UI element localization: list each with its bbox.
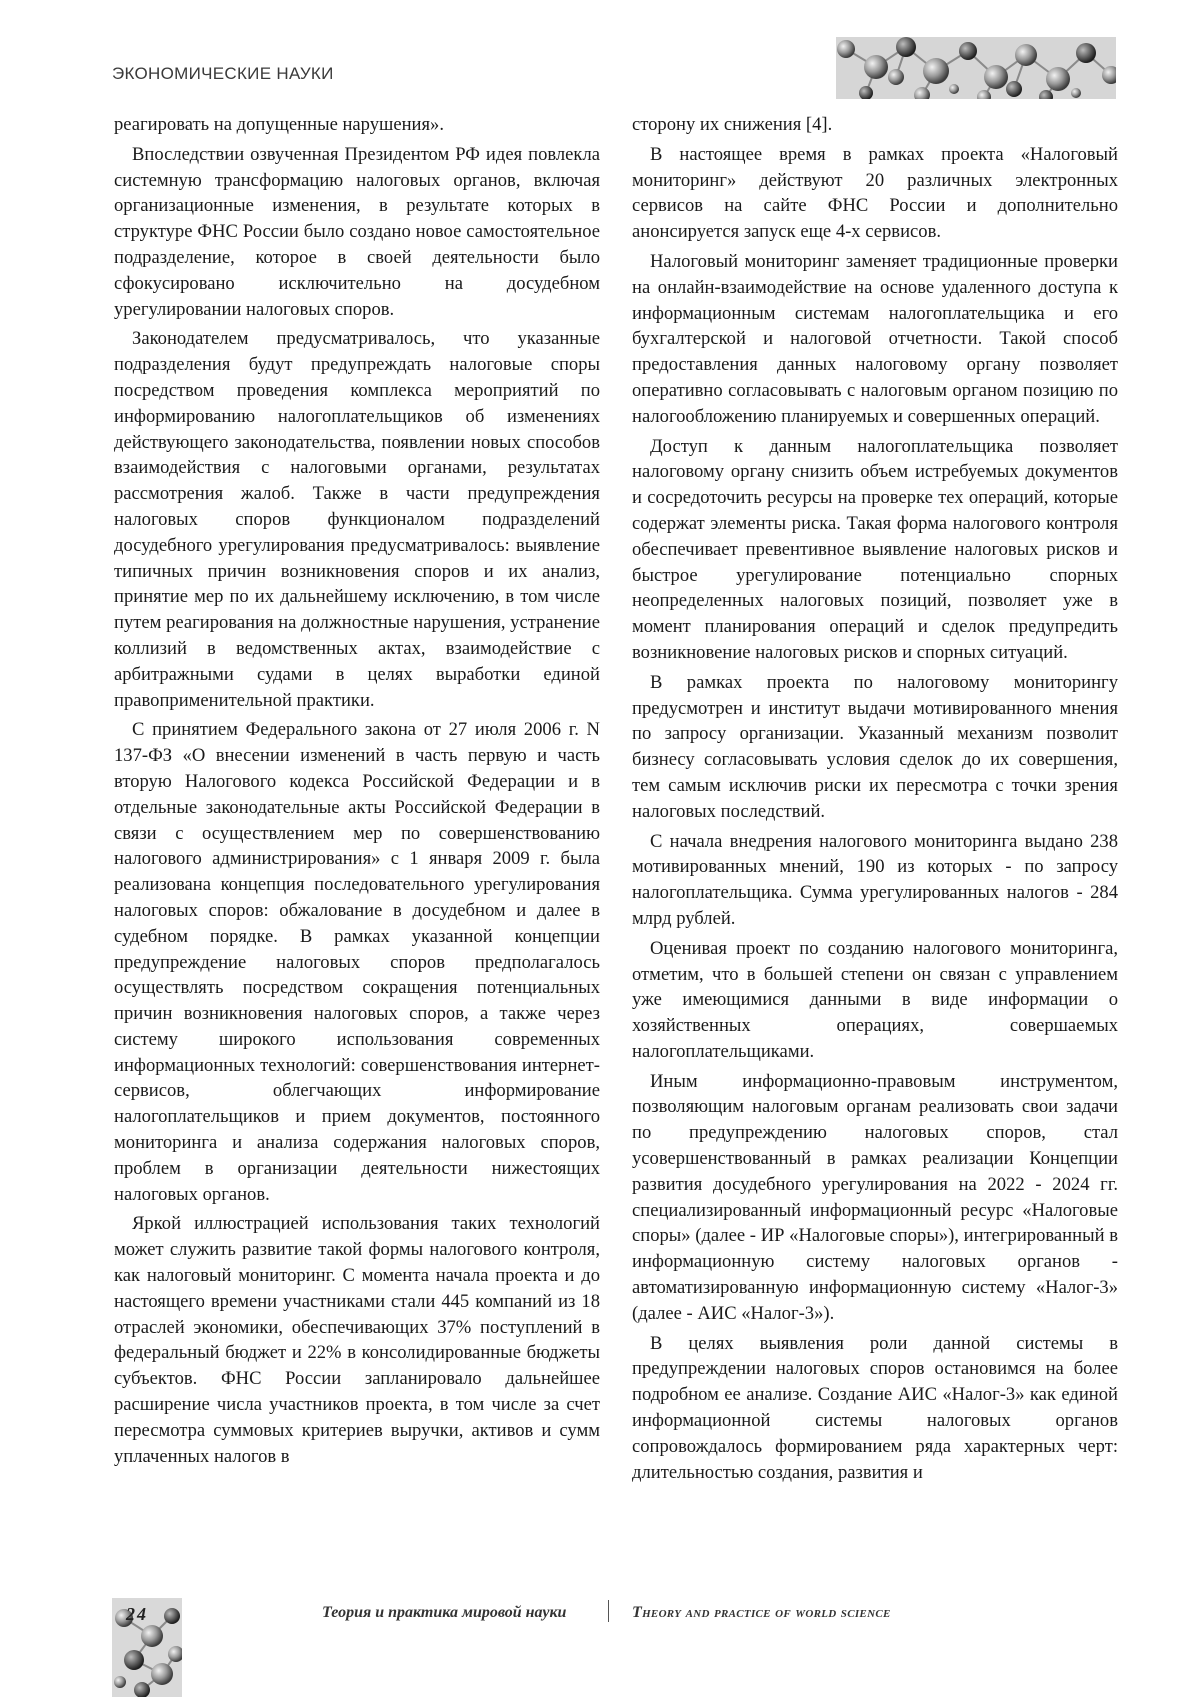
paragraph: сторону их снижения [4]. bbox=[632, 114, 833, 135]
journal-title-en: Theory and practice of world science bbox=[632, 1604, 891, 1621]
paragraph: Оценивая проект по созданию налогового мониторинга, отметим, что в большей степени он связан с управлением уже имеющимися данными в виде информации о хозяйственных операциях, совершаемых налогоплательщиками. bbox=[632, 937, 1118, 1062]
molecule-pattern-icon bbox=[836, 37, 1116, 99]
paragraph: Законодателем предусматривалось, что указанные подразделения будут предупреждать налоговые споры посредством проведения комплекса мероприятий по информированию налогоплательщиков об изменениях действующего законодательства, появлении новых способов взаимодействия с налоговыми органами, результатах рассмотрения жалоб. Также в части предупреждения налоговых споров функционалом подразделений досудебного урегулирования предусматривалось: выявление типичных причин возникновения споров и их анализ, принятие мер по их дальнейшему исключению, в том числе путем реагирования на должностные нарушения, устранение коллизий в ведомственных актах, взаимодействие с арбитражными судами в целях выработки единой правоприменительной практики. bbox=[114, 328, 600, 711]
paragraph: С принятием Федерального закона от 27 июля 2006 г. N 137-ФЗ «О внесении изменений в часть первую и часть вторую Налогового кодекса Российской Федерации и в отдельные законодательные акты Российской Федерации в связи с осуществлением мер по совершенствованию налогового администрирования» с 1 января 2009 г. была реализована концепция последовательного урегулирования налоговых споров: обжалование в досудебном и далее в судебном порядке. В рамках указанной концепции предупреждение налоговых споров предполагалось осуществлять посредством сокращения потенциальных причин возникновения налоговых споров, а также через систему широкого использования современных информационных технологий: совершенствования интернет-сервисов, облегчающих информирование налогоплательщиков и прием документов, постоянного мониторинга и анализа содержания налоговых споров, проблем в организации деятельности нижестоящих налоговых органов. bbox=[114, 719, 600, 1205]
paragraph: Налоговый мониторинг заменяет традиционные проверки на онлайн-взаимодействие на основе удаленного доступа к информационным системам налогоплательщика и его бухгалтерской и налоговой отчетности. Такой способ предоставления данных налоговому органу позволяет оперативно согласовывать с налоговым органом позицию по налогообложению планируемых и совершенных операций. bbox=[632, 250, 1118, 427]
paragraph: В целях выявления роли данной системы в предупреждении налоговых споров остановимся на более подробном ее анализе. Создание АИС «Налог-3» как единой информационной системы налоговых органов сопровождалось формированием ряда характерных черт: длительностью создания, развития и bbox=[632, 1332, 1118, 1483]
paragraph: Иным информационно-правовым инструментом, позволяющим налоговым органам реализовать свои задачи по предупреждению налоговых споров, стал усовершенствованный в рамках реализации Концепции развития досудебного урегулирования на 2022 - 2024 гг. специализированный информационный ресурс «Налоговые споры» (далее - ИР «Налоговые споры»), интегрированный в информационную систему налоговых органов - автоматизированную информационную систему «Налог-3» (далее - АИС «Налог-3»). bbox=[632, 1070, 1118, 1324]
paragraph: реагировать на допущенные нарушения». bbox=[114, 114, 445, 135]
paragraph: С начала внедрения налогового мониторинга выдано 238 мотивированных мнений, 190 из которых - по запросу налогоплательщика. Сумма урегулированных налогов - 284 млрд рублей. bbox=[632, 830, 1118, 929]
paragraph: В рамках проекта по налоговому мониторингу предусмотрен и институт выдачи мотивированного мнения по запросу организации. Указанный механизм позволит бизнесу согласовывать условия сделок до их совершения, тем самым исключив риски их пересмотра с точки зрения налоговых последствий. bbox=[632, 671, 1118, 822]
left-column bbox=[114, 112, 600, 1469]
section-title: ЭКОНОМИЧЕСКИЕ НАУКИ bbox=[112, 64, 334, 83]
paragraph: Впоследствии озвученная Президентом РФ идея повлекла системную трансформацию налоговых органов, включая организационные изменения, в результате которых в структуре ФНС России было создано новое самостоятельное подразделение, которое в своей деятельности было сфокусировано исключительно на досудебном урегулировании налоговых споров. bbox=[114, 143, 600, 320]
right-column bbox=[632, 112, 1118, 1485]
journal-title-ru: Теория и практика мировой науки bbox=[322, 1604, 567, 1621]
paragraph: Доступ к данным налогоплательщика позволяет налоговому органу снизить объем истребуемых документов и сосредоточить ресурсы на проверке тех операций, которые содержат элементы риска. Такая форма налогового контроля обеспечивает превентивное выявление налоговых рисков и быстрое урегулирование потенциально спорных неопределенных налоговых позиций, позволяет уже в момент планирования операций и сделок предупредить возникновение налоговых рисков и спорных ситуаций. bbox=[632, 435, 1118, 663]
paragraph: Яркой иллюстрацией использования таких технологий может служить развитие такой формы налогового контроля, как налоговый мониторинг. С момента начала проекта и до настоящего времени участниками стали 445 компаний из 18 отраслей экономики, обеспечивающих 37% поступлений в федеральный бюджет и 22% в консолидированные бюджеты субъектов. ФНС России запланировало дальнейшее расширение числа участников проекта, в том числе за счет пересмотра суммовых критериев выручки, активов и сумм уплаченных налогов в bbox=[114, 1213, 600, 1467]
page-number: 24 bbox=[126, 1604, 148, 1624]
paragraph: В настоящее время в рамках проекта «Налоговый мониторинг» действуют 20 различных электронных сервисов на сайте ФНС России и дополнительно анонсируется запуск еще 4-х сервисов. bbox=[632, 143, 1118, 243]
footer-divider bbox=[608, 1600, 609, 1622]
